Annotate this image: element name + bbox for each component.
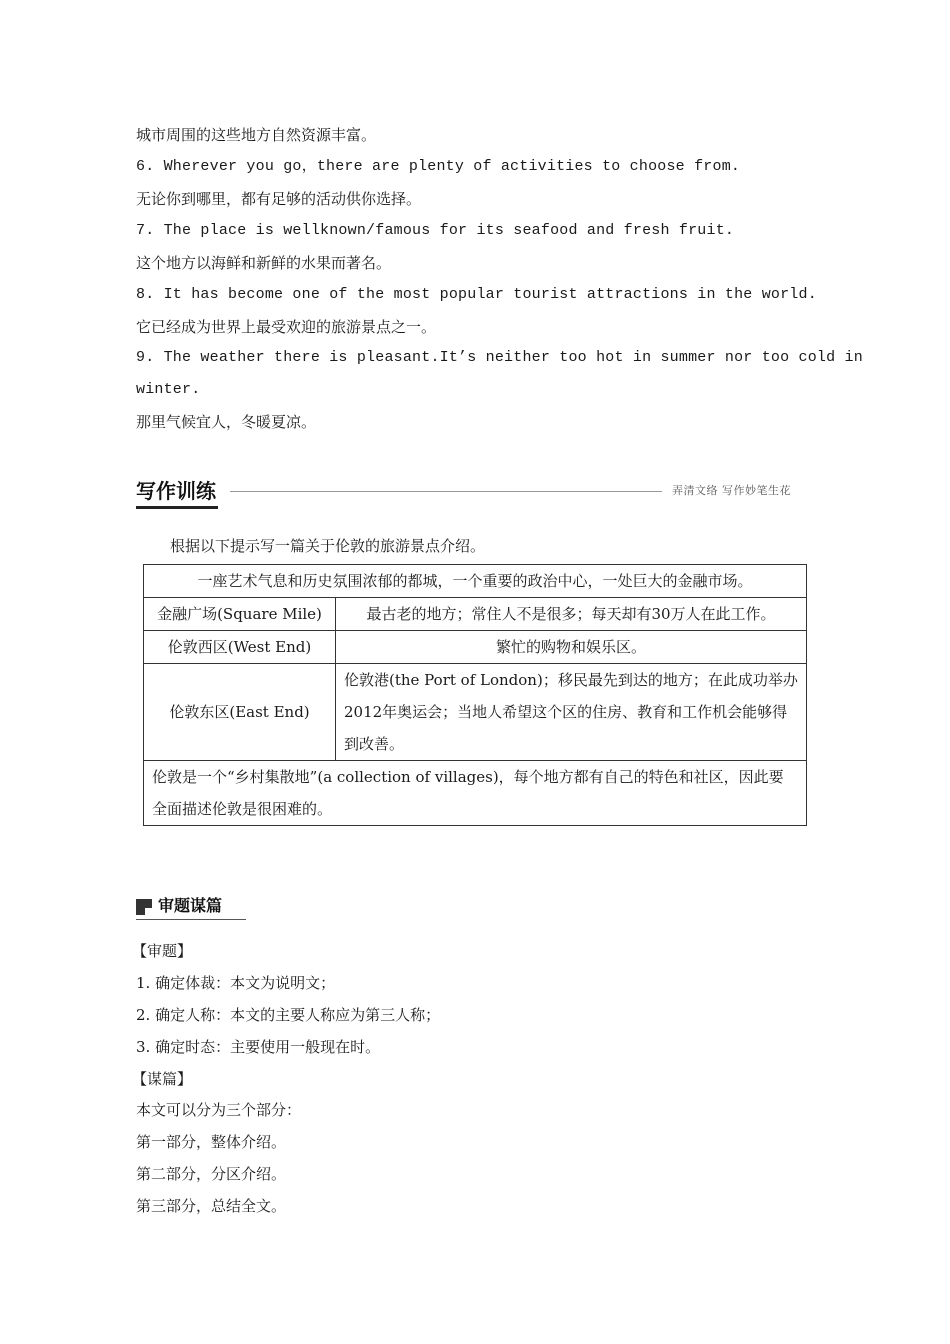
london-info-table <box>143 564 807 826</box>
text-line: 8. It has become one of the most popular tourist attractions in the world. <box>136 286 817 303</box>
section-title: 写作训练 <box>136 479 216 503</box>
text-line: 6. Wherever you go，there are plenty of activities to choose from. <box>136 158 741 175</box>
table-cell: 伦敦西区(West End) <box>144 631 336 664</box>
text-line: 1. 确定体裁：本文为说明文； <box>136 974 336 992</box>
text-line: 第二部分，分区介绍。 <box>136 1165 287 1183</box>
table-row <box>144 664 807 761</box>
subsection-title: 审题谋篇 <box>158 896 223 915</box>
text-line: 【谋篇】 <box>132 1070 193 1088</box>
text-line: winter. <box>136 381 201 398</box>
text-line: 本文可以分为三个部分： <box>136 1101 302 1119</box>
text-line: 这个地方以海鲜和新鲜的水果而著名。 <box>136 254 392 272</box>
text-line: 无论你到哪里，都有足够的活动供你选择。 <box>136 190 422 208</box>
text-line: 7. The place is wellknown/famous for its seafood and fresh fruit. <box>136 222 735 239</box>
text-line: 第三部分，总结全文。 <box>136 1197 287 1215</box>
text-line: 它已经成为世界上最受欢迎的旅游景点之一。 <box>136 318 437 336</box>
text-line: 2. 确定人称：本文的主要人称应为第三人称； <box>136 1006 441 1024</box>
writing-prompt: 根据以下提示写一篇关于伦敦的旅游景点介绍。 <box>170 537 486 555</box>
table-cell: 繁忙的购物和娱乐区。 <box>336 631 807 664</box>
subsection-underline <box>136 919 246 920</box>
section-title-underline <box>136 506 218 509</box>
table-row <box>144 631 807 664</box>
section-tagline: 弄清文络 写作妙笔生花 <box>672 484 791 497</box>
text-line: 3. 确定时态：主要使用一般现在时。 <box>136 1038 381 1056</box>
text-line: 9. The weather there is pleasant.It’s neither too hot in summer nor too cold in <box>136 349 863 366</box>
square-bullet-icon <box>136 899 152 915</box>
table-cell: 一座艺术气息和历史氛围浓郁的都城，一个重要的政治中心，一处巨大的金融市场。 <box>144 565 807 598</box>
text-line: 第一部分，整体介绍。 <box>136 1133 287 1151</box>
table-cell: 伦敦东区(East End) <box>144 664 336 761</box>
table-cell: 最古老的地方；常住人不是很多；每天却有30万人在此工作。 <box>336 598 807 631</box>
table-row <box>144 598 807 631</box>
text-line: 那里气候宜人，冬暖夏凉。 <box>136 413 317 431</box>
table-row <box>144 761 807 826</box>
table-row <box>144 565 807 598</box>
text-line: 【审题】 <box>132 942 193 960</box>
section-divider <box>230 491 662 492</box>
table-cell: 伦敦港(the Port of London)；移民最先到达的地方；在此成功举办2012年奥运会；当地人希望这个区的住房、教育和工作机会能够得到改善。 <box>336 664 807 761</box>
text-line: 城市周围的这些地方自然资源丰富。 <box>136 126 377 144</box>
table-cell: 金融广场(Square Mile) <box>144 598 336 631</box>
table-cell: 伦敦是一个“乡村集散地”(a collection of villages)，每个地方都有自己的特色和社区，因此要全面描述伦敦是很困难的。 <box>144 761 807 826</box>
